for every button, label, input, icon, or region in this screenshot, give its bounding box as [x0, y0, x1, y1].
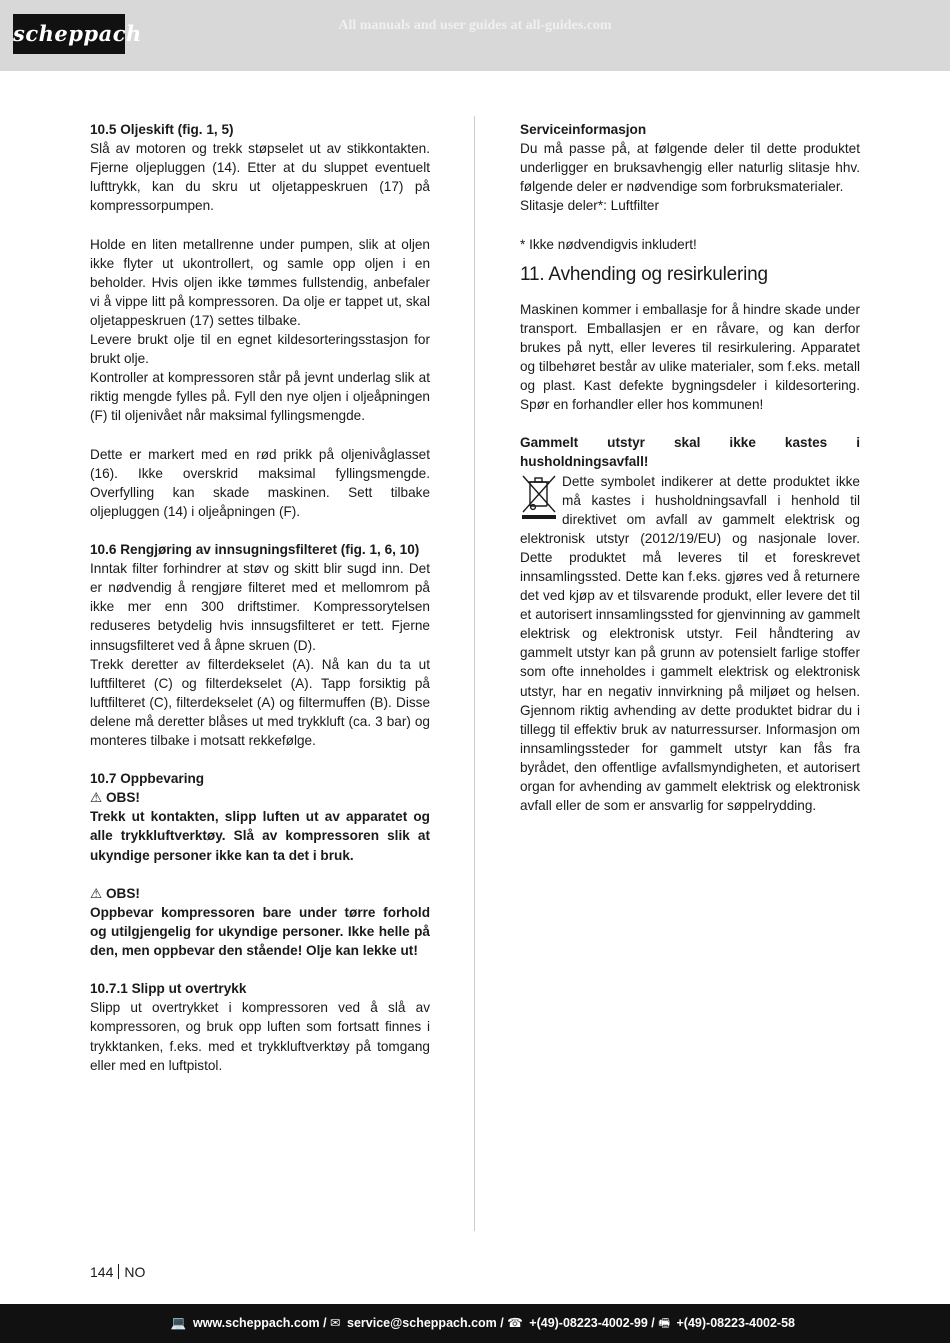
section-title-rengjoring: 10.6 Rengjøring av innsugningsfilteret (fig. 1, 6, 10)	[90, 542, 420, 558]
chapter-title-avhending: 11. Avhending og resirkulering	[520, 263, 768, 285]
top-banner	[0, 0, 950, 71]
section-title-gammelt-utstyr: Gammelt utstyr skal ikke kastes i husholdningsavfall!	[520, 435, 860, 470]
phone-icon: ☎	[507, 1316, 523, 1330]
mail-icon: ✉	[330, 1316, 341, 1330]
warning-text: Oppbevar kompressoren bare under tørre forhold og utilgjengelig for ukyndige personer. Ikke helle på den, men oppbevar den stående! Olje kan lekke ut!	[90, 904, 430, 959]
paragraph: Trekk deretter av filterdekselet (A). Nå kan du ta ut luftfilteret (C) og filterdekselet (A). Tapp forsiktig på luftfilteret (C), filterdekselet (A) og filtermuffen (B). Disse delene må deretter blåses ut med trykkluft (ca. 3 bar) og monteres tilbake i motsatt rekkefølge.	[90, 656, 430, 748]
paragraph: Inntak filter forhindrer at støv og skitt blir sugd inn. Det er nødvendig å rengjøre filteret med et mellomrom på ikke mer enn 300 driftstimer. Kompressorytelsen reduseres betydelig hvis innsugsfilteret er tett. Fjerne innsugsfilteret ved å åpne skruen (D).	[90, 561, 430, 653]
section-title-oppbevaring: 10.7 Oppbevaring	[90, 771, 205, 787]
warning-label: ⚠ OBS!	[90, 885, 140, 901]
paragraph: Slipp ut overtrykket i kompressoren ved å slå av kompressoren, og bruk opp luften som fortsatt finnes i trykktanken, f.eks. med et trykkluftverktøy på tomgang eller med en luftpistol.	[90, 1000, 430, 1073]
warning-text: Trekk ut kontakten, slipp luften ut av apparatet og alle trykkluftverktøy. Slå av kompressoren slik at ukyndige personer ikke kan ta det i bruk.	[90, 809, 430, 863]
watermark-text: All manuals and user guides at all-guides.com	[338, 18, 612, 33]
column-divider	[474, 116, 475, 1231]
left-column	[90, 120, 430, 1075]
footer-phone: +(49)-08223-4002-99 /	[529, 1316, 655, 1330]
paragraph: Dette er markert med en rød prikk på oljenivåglasset (16). Ikke overskrid maksimal fyllingsmengde. Overfylling kan skade maskinen. Sett tilbake oljepluggen (14) i oljeåpningen (F).	[90, 446, 430, 519]
footer-fax: +(49)-08223-4002-58	[676, 1316, 795, 1330]
footer-email[interactable]: service@scheppach.com /	[347, 1316, 504, 1330]
paragraph: Levere brukt olje til en egnet kildesorteringsstasjon for brukt olje.	[90, 332, 430, 367]
right-column	[520, 120, 860, 815]
footer-bar	[0, 1304, 950, 1343]
paragraph: Maskinen kommer i emballasje for å hindre skade under transport. Emballasjen er en råvare, og kan derfor brukes på nytt, eller leveres til resirkulering. Apparatet og tilbehøret består av ulike materialer, som f.eks. metall og plast. Kast defekte bygningsdeler i kildesortering. Spør en forhandler eller hos kommunen!	[520, 301, 860, 413]
page-number	[90, 1264, 145, 1280]
section-title-oljeskift: 10.5 Oljeskift (fig. 1, 5)	[90, 122, 234, 137]
paragraph: Holde en liten metallrenne under pumpen, slik at oljen ikke flyter ut ukontrollert, og samle opp oljen i en beholder. Hvis oljen ikke tømmes fullstendig, anbefaler vi å vippe litt på kompressoren. Da olje er tappet ut, skal oljetappeskruen (17) settes tilbake.	[90, 236, 430, 328]
section-title-overtrykk: 10.7.1 Slipp ut overtrykk	[90, 981, 247, 997]
page-language: NO	[124, 1264, 146, 1280]
section-title-service: Serviceinformasjon	[520, 122, 647, 137]
footnote: * Ikke nødvendigvis inkludert!	[520, 236, 697, 252]
footer-website[interactable]: www.scheppach.com /	[192, 1316, 327, 1330]
paragraph: Dette symbolet indikerer at dette produktet ikke må kastes i husholdningsavfall i henhold til direktivet om avfall av gammelt elektrisk og elektronisk utstyr (2012/19/EU) og nasjonale lover. Dette produktet må leveres til et foreskrevet innsamlingssted. Dette kan f.eks. gjøres ved å returnere det ved kjøp av et tilsvarende produkt, eller levere det til et autorisert innsamlingssted for gjenvinning av gammelt elektrisk og elektronisk utstyr. Feil håndtering av gammelt utstyr kan på grunn av potensielt farlige stoffer som ofte inneholdes i gammelt elektrisk og elektronisk utstyr, har en negativ innvirkning på miljøet og helsen. Gjennom riktig avhending av dette produktet bidrar du i tillegg til effektiv bruk av naturressurser. Informasjon om innsamlingssteder for gammelt utstyr kan fås fra byrådet, den offentlige avfallsmyndigheten, et autorisert organ for avhending av gammelt elektrisk og elektronisk avfall eller de som er ansvarlig for søppelrydding.	[520, 473, 860, 814]
weee-paragraph-block	[520, 472, 860, 816]
paragraph: Du må passe på, at følgende deler til dette produktet underligger en bruksavhengig eller naturlig slitasje hhv. følgende deler er nødvendige som forbruksmaterialer.	[520, 141, 860, 195]
weee-crossed-bin-icon	[520, 474, 558, 520]
page-number-value: 144	[90, 1264, 114, 1280]
paragraph: Kontroller at kompressoren står på jevnt underlag slik at riktig mengde fylles på. Fyll den nye oljen i oljeåpningen (F) til oljenivået når maksimal fyllingsmengde.	[90, 370, 430, 424]
fax-icon: 🖷	[658, 1316, 671, 1330]
computer-icon: 💻	[170, 1316, 187, 1330]
page-number-separator	[118, 1264, 119, 1279]
paragraph: Slå av motoren og trekk støpselet ut av stikkontakten. Fjerne oljepluggen (14). Etter at du sluppet eventuelt lufttrykk, kan du skru ut oljetappeskruen (17) på kompressorpumpen.	[90, 141, 430, 214]
paragraph: Slitasje deler*: Luftfilter	[520, 198, 660, 214]
scheppach-logo: scheppach	[13, 14, 125, 54]
warning-label: ⚠ OBS!	[90, 790, 140, 806]
